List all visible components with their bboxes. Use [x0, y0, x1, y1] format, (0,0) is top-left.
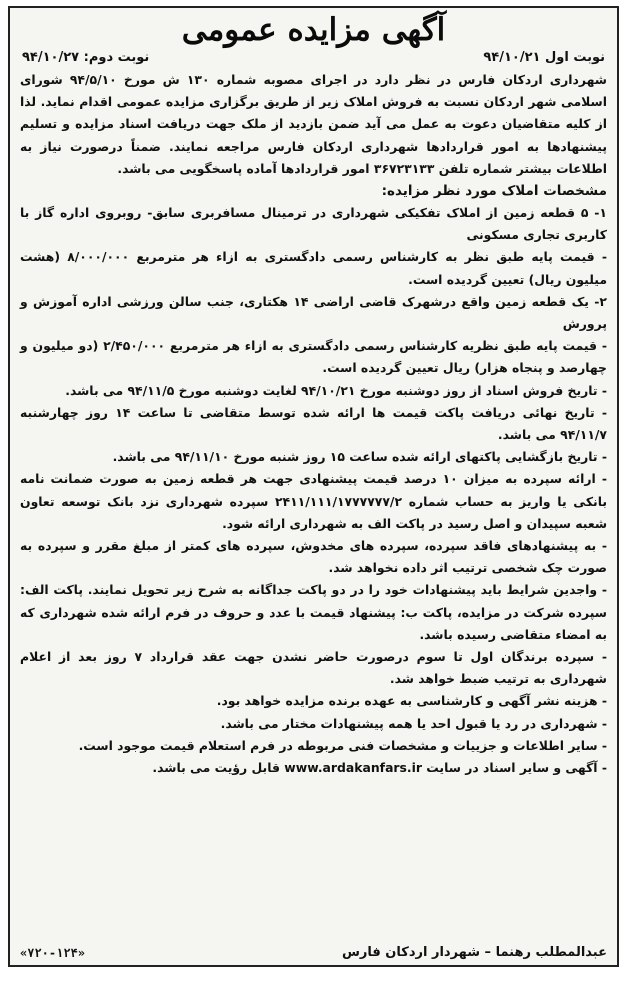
first-round-date: نوبت اول ۹۴/۱۰/۲۱ — [483, 50, 605, 65]
costs-note: - هزینه نشر آگهی و کارشناسی به عهده برنده مزایده خواهد بود. — [216, 693, 607, 709]
notice-title: آگهی مزایده عمومی — [181, 12, 446, 48]
forfeit-terms: - سپرده برندگان اول تا سوم درصورت حاضر نشدن جهت عقد قرارداد ۷ روز بعد از اعلام شهرداری به ترتیب ضبط خواهد شد. — [20, 649, 607, 687]
intro-paragraph: شهرداری اردکان فارس در نظر دارد در اجرای مصوبه شماره ۱۳۰ ش مورخ ۹۴/۵/۱۰ شورای اسلامی شهر اردکان نسبت به فروش املاک زیر از طریق برگزاری مزایده عمومی اقدام نماید. لذا از کلیه متقاضیان دعوت به عمل می آید ضمن بازدید از ملک جهت دریافت اسناد مزایده و تسلیم پیشنهادها به امور قراردادها شهرداری اردکان فارس مراجعه نمایند. ضمناً درصورت نیاز به اطلاعات بیشتر شماره تلفن ۳۶۷۲۳۱۳۳ امور قراردادها آماده پاسخگویی می باشد. — [20, 72, 607, 176]
properties-heading: مشخصات املاک مورد نظر مزایده: — [381, 183, 607, 200]
item-1-price: - قیمت پایه طبق نظر به کارشناس رسمی دادگستری به ازاء هر مترمربع ۸/۰۰۰/۰۰۰ (هشت میلیون ریال) تعیین گردیده است. — [20, 249, 607, 287]
publication-rounds — [10, 49, 617, 67]
item-1: ۱- ۵ قطعه زمین از املاک تفکیکی شهرداری در ترمینال مسافربری سابق- روبروی اداره گاز با کاربری تجاری مسکونی — [20, 205, 607, 243]
other-info: - سایر اطلاعات و جزییات و مشخصات فنی مربوطه در فرم استعلام قیمت موجود است. — [78, 737, 607, 753]
envelope-instructions: - واجدین شرایط باید پیشنهادات خود را در دو پاکت جداگانه به شرح زیر تحویل نمایند. پاکت الف: سپرده شرکت در مزایده، پاکت ب: پیشنهاد قیمت با عدد و حروف در فرم ارائه شده شهرداری که به امضاء متقاضی رسیده باشد. — [20, 582, 607, 642]
rejection-right: - شهرداری در رد یا قبول احد یا همه پیشنهادات مختار می باشد. — [220, 715, 607, 731]
invalid-deposits: - به پیشنهادهای فاقد سپرده، سپرده های مخدوش، سپرده های کمتر از مبلغ مقرر و سپرده به صورت چک شخصی ترتیب اثر داده نخواهد شد. — [20, 538, 607, 576]
website-note: - آگهی و سایر اسناد در سایت www.ardakanfars.ir قابل رؤیت می باشد. — [152, 760, 607, 776]
opening-date: - تاریخ بازگشایی پاکتهای ارائه شده ساعت ۱۵ روز شنبه مورخ ۹۴/۱۱/۱۰ می باشد. — [112, 449, 607, 465]
item-2: ۲- یک قطعه زمین واقع درشهرک قاضی اراضی ۱۴ هکتاری، جنب سالن ورزشی اداره آموزش و پرورش — [20, 293, 607, 332]
reference-code: «۷۲۰-۱۲۴» — [20, 946, 86, 960]
deposit-terms: - ارائه سپرده به میزان ۱۰ درصد قیمت پیشنهادی جهت هر قطعه زمین به صورت ضمانت نامه بانکی یا واریز به حساب شماره ۲۴۱۱/۱۱۱/۱۷۷۷۷۷۷/۲ سپرده شهرداری نزد بانک توسعه تعاون شعبه سپیدان و اصل رسید در پاکت الف به شهرداری ارائه شود. — [20, 471, 607, 531]
signatory: عبدالمطلب رهنما – شهردار اردکان فارس — [341, 945, 607, 960]
document-sale-dates: - تاریخ فروش اسناد از روز دوشنبه مورخ ۹۴/۱۰/۲۱ لغایت دوشنبه مورخ ۹۴/۱۱/۵ می باشد. — [65, 382, 607, 398]
notice-page — [8, 6, 619, 967]
submission-deadline: - تاریخ نهائی دریافت پاکت قیمت ها ارائه شده توسط متقاضی تا ساعت ۱۴ روز چهارشنبه ۹۴/۱۱/۷ می باشد. — [20, 404, 608, 443]
notice-body — [10, 67, 617, 779]
item-2-price: - قیمت پایه طبق نظریه کارشناس رسمی دادگستری به ازاء هر مترمربع ۲/۴۵۰/۰۰۰ (دو میلیون و چهارصد و پنجاه هزار) ریال تعیین گردیده است. — [20, 338, 608, 376]
second-round-date: نوبت دوم: ۹۴/۱۰/۲۷ — [22, 50, 150, 65]
signature-line — [20, 943, 607, 963]
